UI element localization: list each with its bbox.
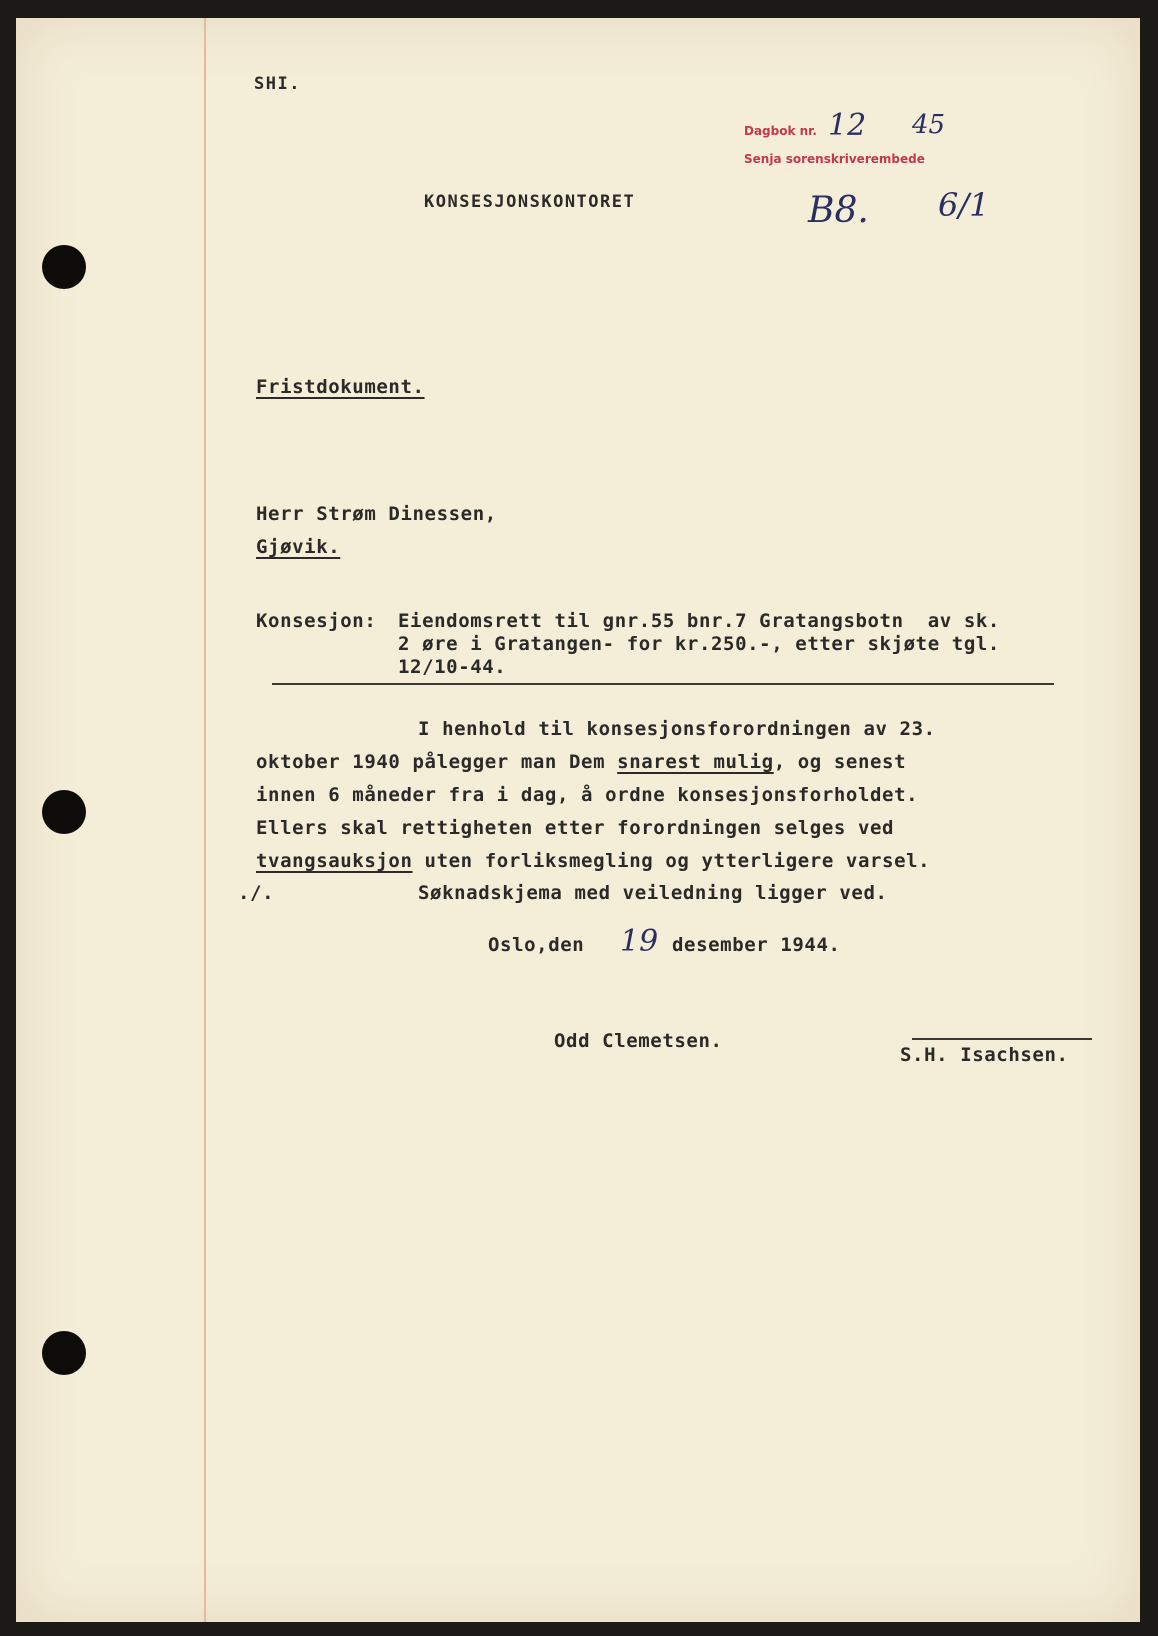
recipient-place: Gjøvik. <box>256 536 341 558</box>
initials: SHI. <box>254 74 301 94</box>
punch-hole-middle <box>42 790 86 834</box>
enclosure-mark: ./. <box>238 882 275 904</box>
stamp-number: 12 <box>828 108 867 143</box>
date-prefix: Oslo,den <box>488 934 585 956</box>
annotation-right: 6/1 <box>938 186 990 224</box>
body-line-3: innen 6 måneder fra i dag, å ordne konsesjonsforholdet. <box>256 784 919 806</box>
punch-hole-bottom <box>42 1331 86 1375</box>
body-line-2-emphasis: snarest mulig <box>617 751 774 773</box>
body-line-2-start: oktober 1940 pålegger man Dem <box>256 751 618 773</box>
body-line-5-emphasis: tvangsauksjon <box>256 850 413 872</box>
punch-hole-top <box>42 245 86 289</box>
concession-label: Konsesjon: <box>256 610 377 632</box>
date-suffix: desember 1944. <box>672 934 841 956</box>
stamp-line1-prefix: Dagbok nr. <box>744 124 817 138</box>
body-line-4: Ellers skal rettigheten etter forordningen selges ved <box>256 817 895 839</box>
signature-line <box>912 1038 1092 1040</box>
signer-2: S.H. Isachsen. <box>900 1044 1069 1066</box>
body-line-5-end: uten forliksmegling og ytterligere varsel. <box>412 850 931 872</box>
office-heading: KONSESJONSKONTORET <box>424 192 636 212</box>
document-page <box>16 18 1140 1622</box>
concession-divider <box>272 683 1054 685</box>
annotation-left: B8. <box>808 190 869 231</box>
signer-1: Odd Clemetsen. <box>554 1030 723 1052</box>
body-line-5 <box>256 850 930 872</box>
concession-line-1: Eiendomsrett til gnr.55 bnr.7 Gratangsbotn av sk. <box>398 610 1000 632</box>
stamp-line2: Senja sorenskriverembede <box>744 152 925 166</box>
concession-line-3: 12/10-44. <box>398 656 507 678</box>
enclosure-text: Søknadskjema med veiledning ligger ved. <box>418 882 888 904</box>
document-title: Fristdokument. <box>256 376 425 398</box>
recipient-name: Herr Strøm Dinessen, <box>256 503 497 525</box>
body-line-1: I henhold til konsesjonsforordningen av 23. <box>418 718 936 740</box>
date-day: 19 <box>620 924 659 959</box>
stamp-year: 45 <box>912 110 946 140</box>
body-line-2 <box>256 751 906 773</box>
concession-line-2: 2 øre i Gratangen- for kr.250.-, etter skjøte tgl. <box>398 633 1000 655</box>
margin-line <box>204 18 206 1622</box>
body-line-2-end: , og senest <box>773 751 907 773</box>
